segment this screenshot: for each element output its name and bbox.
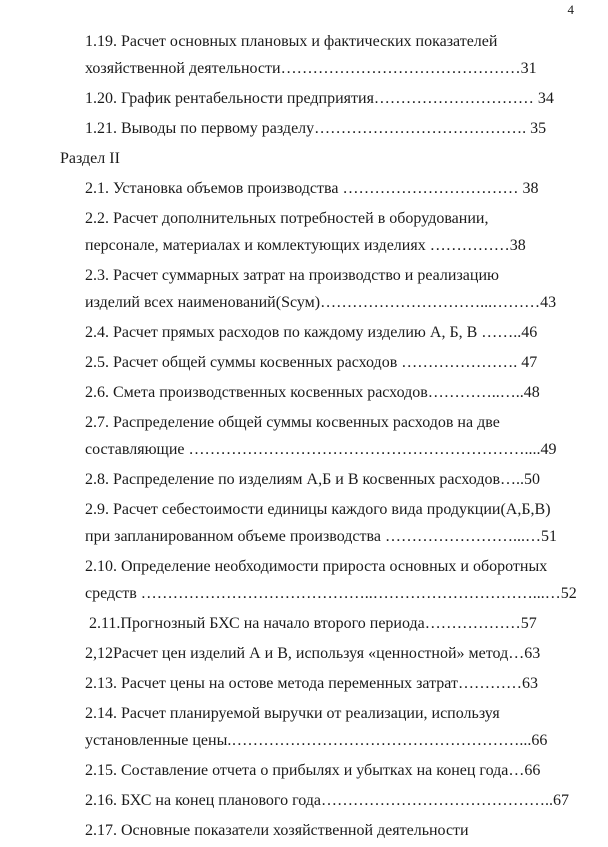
toc-line: средств ……………………………………..…………………………...…52 (85, 585, 577, 602)
toc-entry (0, 409, 588, 463)
toc-entry (0, 319, 588, 346)
toc-line: 1.21. Выводы по первому разделу…………………………………. 35 (85, 120, 547, 137)
toc-line: 2.8. Распределение по изделиям А,Б и В косвенных расходов…..50 (85, 471, 541, 488)
toc-line: 2.14. Расчет планируемой выручки от реализации, используя (85, 705, 500, 722)
toc-entry (0, 466, 588, 493)
toc-entry (0, 817, 588, 844)
toc-line: составляющие ………………………………………………………....49 (85, 441, 557, 458)
toc-entry (0, 205, 588, 259)
toc-line: 2.17. Основные показатели хозяйственной деятельности (85, 822, 469, 839)
toc-line: 2.10. Определение необходимости прироста основных и оборотных (85, 558, 548, 575)
toc-line: 2.9. Расчет себестоимости единицы каждого вида продукции(А,Б,В) (85, 501, 551, 518)
toc-line: 2.13. Расчет цены на остове метода переменных затрат…………63 (85, 675, 538, 692)
toc-entry (0, 496, 588, 550)
toc-entry (0, 28, 588, 82)
toc-entry (0, 787, 588, 814)
page-number: 4 (567, 2, 574, 17)
toc-line: 2.11.Прогнозный БХС на начало второго периода………………57 (85, 615, 537, 632)
toc-line: 1.20. График рентабельности предприятия………………………… 34 (85, 90, 554, 107)
toc-entry (0, 757, 588, 784)
toc-line: 2,12Расчет цен изделий А и В, используя «ценностной» метод…63 (85, 645, 541, 662)
toc-entry (0, 610, 588, 637)
toc-entry (0, 553, 588, 607)
toc-entry (0, 262, 588, 316)
toc-entry (0, 700, 588, 754)
section-heading (0, 145, 588, 172)
toc-list (0, 28, 588, 847)
toc-line: при запланированном объеме производства ……………………...…51 (85, 528, 557, 545)
toc-line: хозяйственной деятельности………………………………………31 (85, 60, 537, 77)
toc-line: персонале, материалах и комлектующих изделиях ……………38 (85, 237, 526, 254)
toc-entry (0, 85, 588, 112)
toc-line: 2.7. Распределение общей суммы косвенных расходов на две (85, 414, 500, 431)
toc-entry (0, 640, 588, 667)
toc-line: 1.19. Расчет основных плановых и фактических показателей (85, 33, 498, 50)
toc-line: 2.2. Расчет дополнительных потребностей в оборудовании, (85, 210, 489, 227)
toc-line: 2.16. БХС на конец планового года……………………………………..67 (85, 792, 570, 809)
toc-entry (0, 670, 588, 697)
toc-entry (0, 349, 588, 376)
toc-line: изделий всех наименований(Sсум)…………………………...………43 (85, 294, 557, 311)
toc-line: 2.1. Установка объемов производства …………………………… 38 (85, 180, 539, 197)
toc-entry (0, 115, 588, 142)
toc-entry (0, 379, 588, 406)
toc-line: 2.5. Расчет общей суммы косвенных расходов …………………. 47 (85, 354, 538, 371)
toc-line: установленные цены.………………………………………………...66 (85, 732, 548, 749)
toc-entry (0, 175, 588, 202)
toc-line: Раздел II (60, 150, 120, 167)
toc-line: 2.3. Расчет суммарных затрат на производство и реализацию (85, 267, 499, 284)
toc-line: 2.6. Смета производственных косвенных расходов…………..…..48 (85, 384, 540, 401)
toc-line: 2.4. Расчет прямых расходов по каждому изделию А, Б, В ……..46 (85, 324, 538, 341)
toc-line: 2.15. Составление отчета о прибылях и убытках на конец года…66 (85, 762, 541, 779)
